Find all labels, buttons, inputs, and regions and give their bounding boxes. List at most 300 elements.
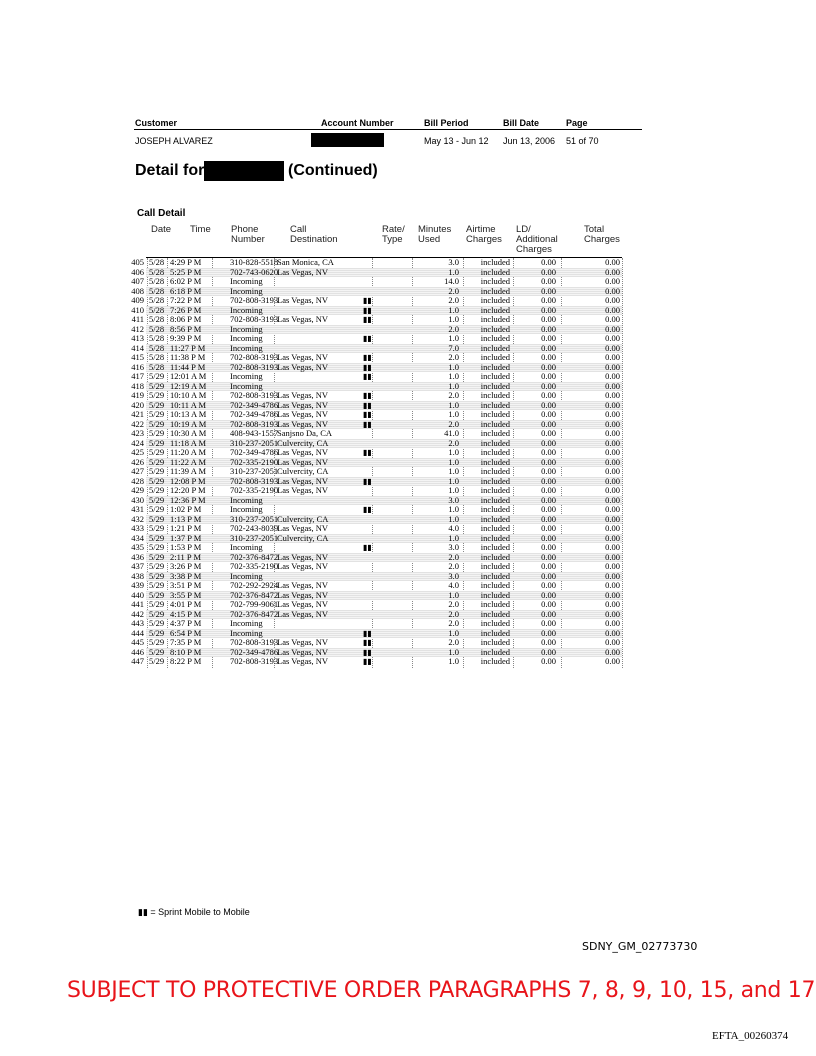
row-number: 429 xyxy=(131,485,144,495)
table-row xyxy=(0,610,816,620)
call-destination: San Monica, CA xyxy=(277,257,334,267)
call-date: 5/28 xyxy=(149,276,165,286)
table-row xyxy=(0,391,816,401)
ld-charges: 0.00 xyxy=(541,627,556,638)
call-time: 12:20 P M xyxy=(170,485,206,495)
airtime-charges: included xyxy=(480,466,510,476)
call-date: 5/29 xyxy=(149,399,165,410)
ld-charges: 0.00 xyxy=(541,418,556,429)
ld-charges: 0.00 xyxy=(541,466,556,476)
row-number: 421 xyxy=(131,409,144,419)
total-charges: 0.00 xyxy=(605,361,620,372)
table-row xyxy=(0,344,816,354)
call-time: 3:38 P M xyxy=(170,570,202,581)
airtime-charges: included xyxy=(480,637,510,647)
airtime-charges: included xyxy=(480,532,510,543)
call-date: 5/29 xyxy=(149,380,165,391)
call-date: 5/28 xyxy=(149,352,165,362)
table-row xyxy=(0,258,816,268)
row-number: 433 xyxy=(131,523,144,533)
minutes-used: 2.0 xyxy=(448,637,459,647)
ld-charges: 0.00 xyxy=(541,608,556,619)
call-time: 11:44 P M xyxy=(170,361,206,372)
table-row xyxy=(0,600,816,610)
efta-number: EFTA_00260374 xyxy=(712,1030,789,1042)
sprint-mobile-to-mobile-icon: ▮▮ xyxy=(363,372,372,381)
ld-charges: 0.00 xyxy=(541,352,556,362)
airtime-charges: included xyxy=(480,523,510,533)
minutes-used: 2.0 xyxy=(448,285,459,296)
total-charges: 0.00 xyxy=(605,390,620,400)
call-date: 5/29 xyxy=(149,523,165,533)
row-number: 417 xyxy=(131,371,144,381)
sprint-mobile-to-mobile-icon: ▮▮ xyxy=(363,657,372,666)
airtime-charges: included xyxy=(480,456,510,467)
row-number: 413 xyxy=(131,333,144,343)
minutes-used: 3.0 xyxy=(448,257,459,267)
phone-number: 702-335-2190 xyxy=(230,485,279,495)
minutes-used: 1.0 xyxy=(448,475,459,486)
call-date: 5/29 xyxy=(149,456,165,467)
phone-number: 702-243-8039 xyxy=(230,523,279,533)
sprint-mobile-to-mobile-icon: ▮▮ xyxy=(363,362,372,372)
row-number: 436 xyxy=(131,551,144,562)
minutes-used: 4.0 xyxy=(448,580,459,590)
total-charges: 0.00 xyxy=(605,494,620,505)
call-time: 1:13 P M xyxy=(170,513,202,524)
total-charges: 0.00 xyxy=(605,485,620,495)
minutes-used: 1.0 xyxy=(448,532,459,543)
phone-number: 310-237-2051 xyxy=(230,513,279,524)
call-time: 12:08 P M xyxy=(170,475,206,486)
call-time: 7:26 P M xyxy=(170,304,202,315)
total-charges: 0.00 xyxy=(605,561,620,571)
call-time: 11:22 A M xyxy=(170,456,207,467)
total-charges: 0.00 xyxy=(605,399,620,410)
minutes-used: 7.0 xyxy=(448,342,459,353)
call-time: 11:18 A M xyxy=(170,437,207,448)
sprint-mobile-to-mobile-icon: ▮▮ xyxy=(363,448,372,457)
call-destination: Las Vegas, NV xyxy=(277,456,329,467)
minutes-used: 4.0 xyxy=(448,523,459,533)
airtime-charges: included xyxy=(480,437,510,448)
phone-number: 702-743-0620 xyxy=(230,266,279,277)
ld-charges: 0.00 xyxy=(541,475,556,486)
minutes-used: 2.0 xyxy=(448,437,459,448)
call-time: 11:38 P M xyxy=(170,352,206,362)
airtime-charges: included xyxy=(480,352,510,362)
section-title: Call Detail xyxy=(137,208,186,219)
call-date: 5/28 xyxy=(149,257,165,267)
total-charges: 0.00 xyxy=(605,513,620,524)
airtime-charges: included xyxy=(480,646,510,657)
table-row xyxy=(0,334,816,344)
call-time: 4:15 P M xyxy=(170,608,202,619)
call-destination: Las Vegas, NV xyxy=(277,361,329,372)
ld-charges: 0.00 xyxy=(541,342,556,353)
minutes-used: 1.0 xyxy=(448,314,459,324)
call-time: 8:56 P M xyxy=(170,323,202,334)
call-time: 8:22 P M xyxy=(170,656,202,666)
airtime-charges: included xyxy=(480,551,510,562)
table-row xyxy=(0,486,816,496)
call-date: 5/29 xyxy=(149,551,165,562)
table-row xyxy=(0,629,816,639)
table-row xyxy=(0,382,816,392)
call-date: 5/29 xyxy=(149,485,165,495)
call-time: 5:25 P M xyxy=(170,266,202,277)
total-charges: 0.00 xyxy=(605,646,620,657)
call-destination: Las Vegas, NV xyxy=(277,485,329,495)
call-time: 1:02 P M xyxy=(170,504,202,514)
call-time: 6:54 P M xyxy=(170,627,202,638)
call-date: 5/29 xyxy=(149,637,165,647)
table-row xyxy=(0,325,816,335)
phone-number: Incoming xyxy=(230,570,263,581)
detail-title-suffix: (Continued) xyxy=(288,162,378,179)
call-time: 3:51 P M xyxy=(170,580,202,590)
call-time: 4:01 P M xyxy=(170,599,202,609)
airtime-charges: included xyxy=(480,447,510,457)
sprint-mobile-to-mobile-icon: ▮▮ xyxy=(138,908,148,918)
call-time: 3:55 P M xyxy=(170,589,202,600)
call-destination: Culvercity, CA xyxy=(277,513,329,524)
row-number: 432 xyxy=(131,513,144,524)
phone-number: 702-808-3193 xyxy=(230,352,279,362)
row-number: 427 xyxy=(131,466,144,476)
phone-number: 702-376-8472 xyxy=(230,608,279,619)
row-number: 407 xyxy=(131,276,144,286)
call-detail-table xyxy=(0,258,816,667)
table-row xyxy=(0,543,816,553)
airtime-charges: included xyxy=(480,542,510,552)
phone-number: 310-828-5518 xyxy=(230,257,279,267)
call-time: 7:35 P M xyxy=(170,637,202,647)
airtime-charges: included xyxy=(480,399,510,410)
row-number: 438 xyxy=(131,570,144,581)
total-charges: 0.00 xyxy=(605,570,620,581)
row-number: 415 xyxy=(131,352,144,362)
call-destination: Las Vegas, NV xyxy=(277,447,329,457)
table-row xyxy=(0,524,816,534)
total-charges: 0.00 xyxy=(605,257,620,267)
total-charges: 0.00 xyxy=(605,276,620,286)
airtime-charges: included xyxy=(480,333,510,343)
call-date: 5/29 xyxy=(149,437,165,448)
row-number: 431 xyxy=(131,504,144,514)
total-charges: 0.00 xyxy=(605,475,620,486)
total-charges: 0.00 xyxy=(605,542,620,552)
call-date: 5/29 xyxy=(149,475,165,486)
detail-title-prefix: Detail for xyxy=(135,162,205,179)
phone-number: 702-335-2190 xyxy=(230,456,279,467)
airtime-charges: included xyxy=(480,304,510,315)
airtime-charges: included xyxy=(480,266,510,277)
col-airtime: Airtime Charges xyxy=(466,224,502,245)
airtime-charges: included xyxy=(480,371,510,381)
phone-number: 702-808-3193 xyxy=(230,656,279,666)
table-row xyxy=(0,562,816,572)
call-time: 4:37 P M xyxy=(170,618,202,628)
bill-date-label: Bill Date xyxy=(503,118,540,128)
call-date: 5/28 xyxy=(149,314,165,324)
col-minutes: Minutes Used xyxy=(418,224,452,245)
call-time: 3:26 P M xyxy=(170,561,202,571)
call-date: 5/29 xyxy=(149,428,165,438)
total-charges: 0.00 xyxy=(605,418,620,429)
call-destination: Culvercity, CA xyxy=(277,466,329,476)
minutes-used: 3.0 xyxy=(448,542,459,552)
row-number: 447 xyxy=(131,656,144,666)
phone-number: 702-808-3193 xyxy=(230,475,279,486)
call-date: 5/29 xyxy=(149,390,165,400)
total-charges: 0.00 xyxy=(605,589,620,600)
row-number: 406 xyxy=(131,266,144,277)
phone-number: 702-808-3193 xyxy=(230,314,279,324)
call-date: 5/29 xyxy=(149,608,165,619)
minutes-used: 1.0 xyxy=(448,409,459,419)
total-charges: 0.00 xyxy=(605,447,620,457)
ld-charges: 0.00 xyxy=(541,589,556,600)
table-row xyxy=(0,467,816,477)
row-number: 420 xyxy=(131,399,144,410)
ld-charges: 0.00 xyxy=(541,494,556,505)
airtime-charges: included xyxy=(480,323,510,334)
total-charges: 0.00 xyxy=(605,371,620,381)
call-destination: Las Vegas, NV xyxy=(277,580,329,590)
ld-charges: 0.00 xyxy=(541,637,556,647)
col-rate-type: Rate/ Type xyxy=(382,224,405,245)
minutes-used: 1.0 xyxy=(448,627,459,638)
airtime-charges: included xyxy=(480,380,510,391)
sprint-mobile-to-mobile-icon: ▮▮ xyxy=(363,315,372,324)
phone-number: Incoming xyxy=(230,380,263,391)
call-date: 5/28 xyxy=(149,266,165,277)
table-row xyxy=(0,477,816,487)
call-date: 5/28 xyxy=(149,295,165,305)
minutes-used: 1.0 xyxy=(448,656,459,666)
call-date: 5/28 xyxy=(149,333,165,343)
bill-date: Jun 13, 2006 xyxy=(503,136,556,146)
row-number: 439 xyxy=(131,580,144,590)
call-date: 5/29 xyxy=(149,532,165,543)
total-charges: 0.00 xyxy=(605,323,620,334)
row-number: 419 xyxy=(131,390,144,400)
row-number: 410 xyxy=(131,304,144,315)
call-time: 11:27 P M xyxy=(170,342,206,353)
phone-number: 408-943-1557 xyxy=(230,428,279,438)
call-time: 10:11 A M xyxy=(170,399,207,410)
call-time: 10:19 A M xyxy=(170,418,207,429)
airtime-charges: included xyxy=(480,513,510,524)
call-date: 5/29 xyxy=(149,466,165,476)
ld-charges: 0.00 xyxy=(541,485,556,495)
minutes-used: 1.0 xyxy=(448,646,459,657)
minutes-used: 2.0 xyxy=(448,599,459,609)
sprint-mobile-to-mobile-icon: ▮▮ xyxy=(363,476,372,486)
row-number: 408 xyxy=(131,285,144,296)
page-number: 51 of 70 xyxy=(566,136,599,146)
airtime-charges: included xyxy=(480,561,510,571)
phone-number: Incoming xyxy=(230,276,263,286)
call-destination: Las Vegas, NV xyxy=(277,352,329,362)
table-row xyxy=(0,515,816,525)
table-row xyxy=(0,572,816,582)
call-destination: Las Vegas, NV xyxy=(277,551,329,562)
phone-number: 702-808-3193 xyxy=(230,418,279,429)
table-row xyxy=(0,306,816,316)
call-destination: Las Vegas, NV xyxy=(277,646,329,657)
ld-charges: 0.00 xyxy=(541,314,556,324)
call-date: 5/29 xyxy=(149,599,165,609)
call-date: 5/29 xyxy=(149,561,165,571)
total-charges: 0.00 xyxy=(605,466,620,476)
airtime-charges: included xyxy=(480,276,510,286)
ld-charges: 0.00 xyxy=(541,561,556,571)
ld-charges: 0.00 xyxy=(541,551,556,562)
ld-charges: 0.00 xyxy=(541,532,556,543)
bates-number: SDNY_GM_02773730 xyxy=(582,940,698,953)
ld-charges: 0.00 xyxy=(541,580,556,590)
total-charges: 0.00 xyxy=(605,456,620,467)
airtime-charges: included xyxy=(480,257,510,267)
row-number: 409 xyxy=(131,295,144,305)
airtime-charges: included xyxy=(480,428,510,438)
call-destination: Las Vegas, NV xyxy=(277,589,329,600)
minutes-used: 1.0 xyxy=(448,513,459,524)
call-time: 6:02 P M xyxy=(170,276,202,286)
total-charges: 0.00 xyxy=(605,380,620,391)
airtime-charges: included xyxy=(480,475,510,486)
call-destination: Las Vegas, NV xyxy=(277,295,329,305)
table-row xyxy=(0,448,816,458)
total-charges: 0.00 xyxy=(605,504,620,514)
table-row xyxy=(0,439,816,449)
ld-charges: 0.00 xyxy=(541,504,556,514)
airtime-charges: included xyxy=(480,599,510,609)
col-ld: LD/ Additional Charges xyxy=(516,224,558,255)
table-row xyxy=(0,553,816,563)
bill-period: May 13 - Jun 12 xyxy=(424,136,489,146)
table-row xyxy=(0,496,816,506)
minutes-used: 2.0 xyxy=(448,418,459,429)
call-date: 5/29 xyxy=(149,656,165,666)
ld-charges: 0.00 xyxy=(541,513,556,524)
call-date: 5/29 xyxy=(149,627,165,638)
table-row xyxy=(0,619,816,629)
minutes-used: 1.0 xyxy=(448,504,459,514)
call-time: 12:19 A M xyxy=(170,380,207,391)
ld-charges: 0.00 xyxy=(541,276,556,286)
ld-charges: 0.00 xyxy=(541,656,556,666)
minutes-used: 1.0 xyxy=(448,380,459,391)
airtime-charges: included xyxy=(480,618,510,628)
minutes-used: 1.0 xyxy=(448,589,459,600)
total-charges: 0.00 xyxy=(605,551,620,562)
call-destination: Las Vegas, NV xyxy=(277,637,329,647)
minutes-used: 3.0 xyxy=(448,494,459,505)
phone-number: 702-808-3193 xyxy=(230,361,279,372)
sprint-mobile-to-mobile-icon: ▮▮ xyxy=(363,410,372,419)
minutes-used: 2.0 xyxy=(448,323,459,334)
total-charges: 0.00 xyxy=(605,608,620,619)
minutes-used: 1.0 xyxy=(448,447,459,457)
airtime-charges: included xyxy=(480,608,510,619)
call-destination: Culvercity, CA xyxy=(277,532,329,543)
call-destination: Las Vegas, NV xyxy=(277,599,329,609)
phone-number: Incoming xyxy=(230,371,263,381)
minutes-used: 2.0 xyxy=(448,390,459,400)
total-charges: 0.00 xyxy=(605,352,620,362)
ld-charges: 0.00 xyxy=(541,304,556,315)
total-charges: 0.00 xyxy=(605,656,620,666)
phone-number: Incoming xyxy=(230,323,263,334)
row-number: 441 xyxy=(131,599,144,609)
ld-charges: 0.00 xyxy=(541,570,556,581)
table-row xyxy=(0,287,816,297)
col-destination: Call Destination xyxy=(290,224,338,245)
phone-number: 702-335-2190 xyxy=(230,561,279,571)
ld-charges: 0.00 xyxy=(541,428,556,438)
airtime-charges: included xyxy=(480,485,510,495)
call-date: 5/29 xyxy=(149,542,165,552)
row-number: 445 xyxy=(131,637,144,647)
minutes-used: 1.0 xyxy=(448,466,459,476)
row-number: 416 xyxy=(131,361,144,372)
airtime-charges: included xyxy=(480,627,510,638)
minutes-used: 2.0 xyxy=(448,561,459,571)
row-number: 440 xyxy=(131,589,144,600)
minutes-used: 1.0 xyxy=(448,333,459,343)
total-charges: 0.00 xyxy=(605,627,620,638)
call-time: 7:22 P M xyxy=(170,295,202,305)
total-charges: 0.00 xyxy=(605,409,620,419)
call-date: 5/29 xyxy=(149,618,165,628)
row-number: 425 xyxy=(131,447,144,457)
col-phone: Phone Number xyxy=(231,224,265,245)
minutes-used: 1.0 xyxy=(448,399,459,410)
call-time: 1:53 P M xyxy=(170,542,202,552)
row-number: 426 xyxy=(131,456,144,467)
minutes-used: 41.0 xyxy=(444,428,459,438)
table-row xyxy=(0,648,816,658)
phone-number: Incoming xyxy=(230,304,263,315)
page-label: Page xyxy=(566,118,588,128)
table-row xyxy=(0,458,816,468)
minutes-used: 2.0 xyxy=(448,352,459,362)
phone-number: 702-799-9061 xyxy=(230,599,279,609)
total-charges: 0.00 xyxy=(605,428,620,438)
table-row xyxy=(0,363,816,373)
minutes-used: 1.0 xyxy=(448,371,459,381)
minutes-used: 2.0 xyxy=(448,551,459,562)
sprint-mobile-to-mobile-icon: ▮▮ xyxy=(363,647,372,657)
call-date: 5/29 xyxy=(149,409,165,419)
total-charges: 0.00 xyxy=(605,618,620,628)
table-row xyxy=(0,591,816,601)
phone-number: 702-376-8472 xyxy=(230,551,279,562)
phone-number: Incoming xyxy=(230,285,263,296)
account-number-label: Account Number xyxy=(321,118,394,128)
call-destination: Sanjsno Da, CA xyxy=(277,428,333,438)
row-number: 437 xyxy=(131,561,144,571)
airtime-charges: included xyxy=(480,285,510,296)
airtime-charges: included xyxy=(480,504,510,514)
sprint-mobile-to-mobile-icon: ▮▮ xyxy=(363,391,372,400)
phone-number: 702-808-3193 xyxy=(230,390,279,400)
call-time: 10:30 A M xyxy=(170,428,207,438)
row-number: 423 xyxy=(131,428,144,438)
